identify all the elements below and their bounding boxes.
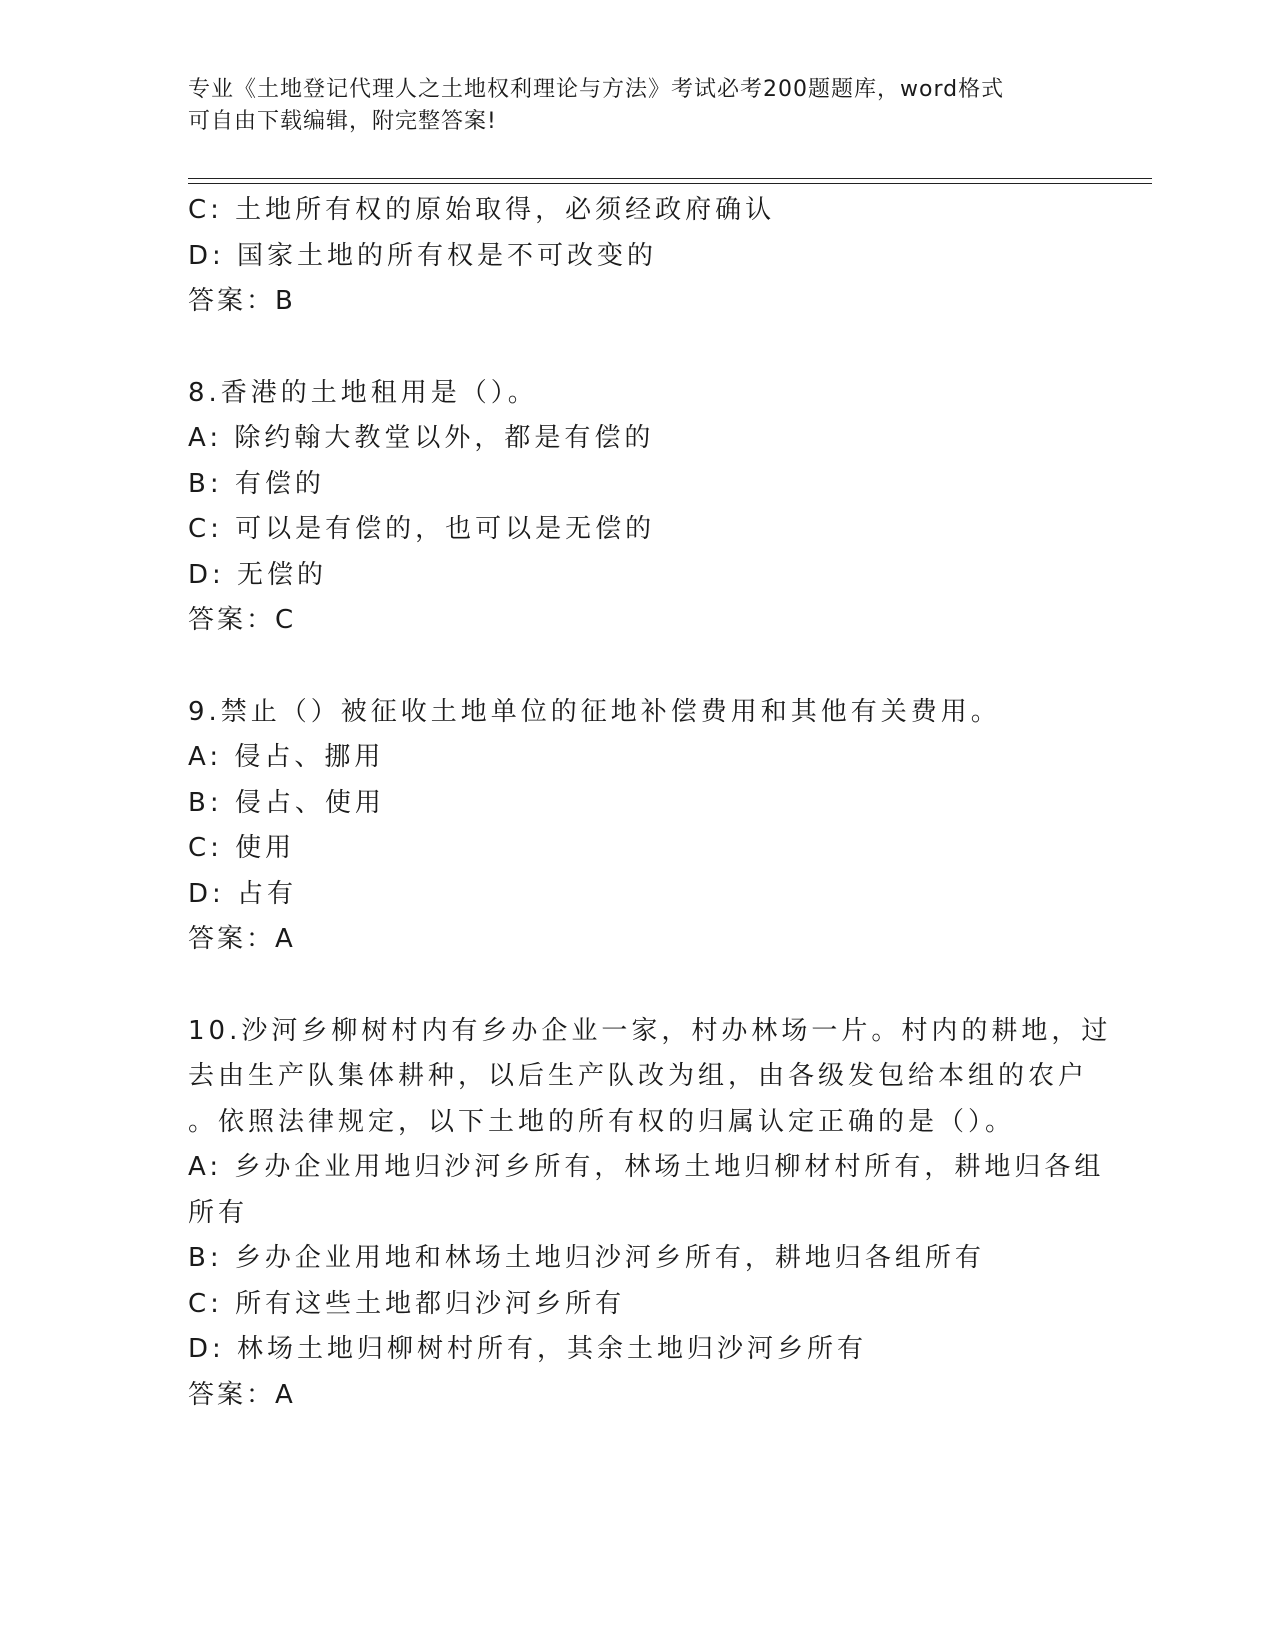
header-rule-top (188, 178, 1152, 179)
option-a: A: 除约翰大教堂以外，都是有偿的 (188, 423, 655, 453)
option-d: D: 林场土地归柳树村所有，其余土地归沙河乡所有 (188, 1334, 868, 1364)
spacer (188, 325, 1088, 371)
question-9 (188, 690, 1088, 963)
option-c: C: 使用 (188, 833, 296, 863)
question-stem: 9.禁止（）被征收土地单位的征地补偿费用和其他有关费用。 (188, 696, 1001, 727)
header-rule-bottom (188, 183, 1152, 184)
question-stem-line-2: 去由生产队集体耕种，以后生产队改为组，由各级发包给本组的农户 (188, 1061, 1089, 1091)
option-d: D: 国家土地的所有权是不可改变的 (188, 240, 658, 271)
answer-line: 答案：A (188, 1379, 296, 1410)
answer-line: 答案：B (188, 286, 296, 316)
question-stem-line-1: 10.沙河乡柳树村内有乡办企业一家，村办林场一片。村内的耕地，过 (188, 1015, 1112, 1046)
header-line-1: 专业《土地登记代理人之土地权利理论与方法》考试必考200题题库，word格式 (188, 77, 1005, 102)
question-10 (188, 1009, 1112, 1419)
option-d: D: 占有 (188, 878, 298, 909)
question-8 (188, 371, 1088, 644)
option-c: C: 土地所有权的原始取得，必须经政府确认 (188, 195, 776, 225)
option-b: B: 侵占、使用 (188, 787, 385, 818)
option-a: A: 乡办企业用地归沙河乡所有，林场土地归柳材村所有，耕地归各组 (188, 1152, 1105, 1182)
spacer (188, 963, 1088, 1009)
question-stem: 8.香港的土地租用是（）。 (188, 377, 538, 408)
option-a-continued: 所有 (188, 1197, 249, 1228)
option-c: C: 可以是有偿的，也可以是无偿的 (188, 514, 656, 544)
option-a: A: 侵占、挪用 (188, 742, 385, 772)
option-b: B: 乡办企业用地和林场土地归沙河乡所有，耕地归各组所有 (188, 1243, 985, 1273)
option-d: D: 无偿的 (188, 559, 328, 590)
document-header (188, 74, 1088, 138)
answer-line: 答案：A (188, 924, 296, 954)
answer-line: 答案：C (188, 605, 297, 635)
option-c: C: 所有这些土地都归沙河乡所有 (188, 1288, 626, 1319)
spacer (188, 644, 1088, 690)
option-b: B: 有偿的 (188, 468, 325, 499)
question-content (188, 188, 1112, 1418)
question-stem-line-3: 。依照法律规定，以下土地的所有权的归属认定正确的是（）。 (188, 1106, 1016, 1137)
header-line-2: 可自由下载编辑，附完整答案! (188, 109, 497, 134)
previous-question-tail (188, 188, 1088, 325)
